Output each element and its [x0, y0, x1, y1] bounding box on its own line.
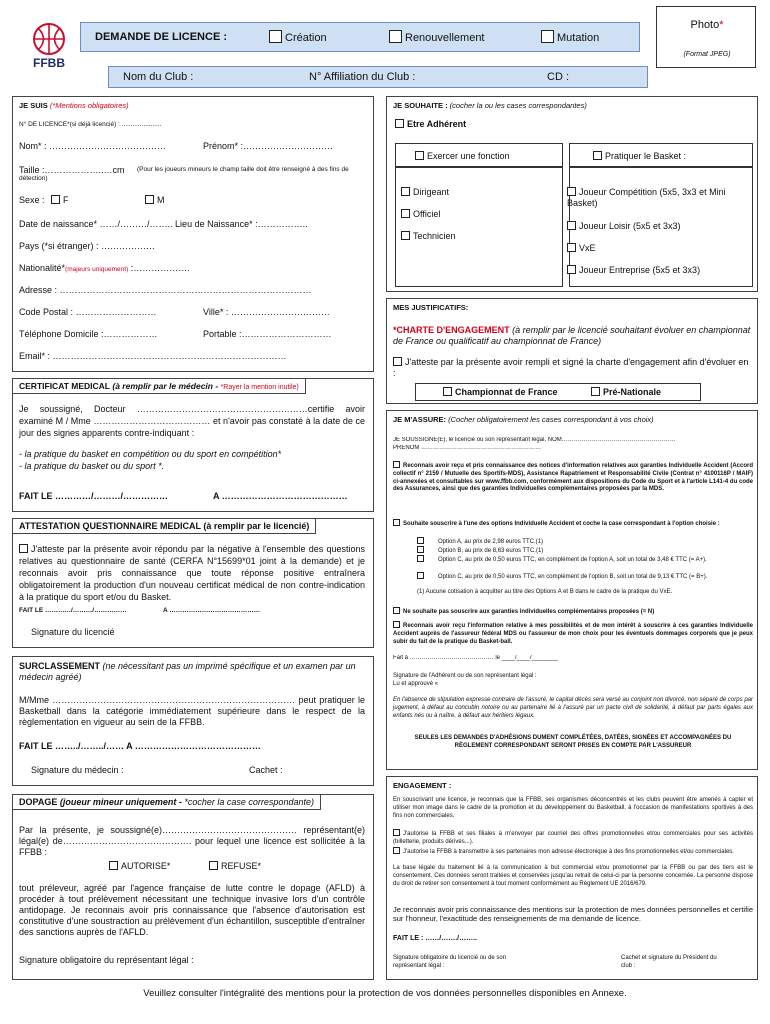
opt-renouvellement[interactable]: Renouvellement [389, 30, 485, 44]
assure-prenom[interactable]: PRÉNOM …………………………………………………… [393, 445, 542, 451]
section-dopage: DOPAGE (joueur mineur uniquement - *cocher la case correspondante) Par la présente, je soussigné(e)……………………………………… représentant(e) légal(e) de……………………………………. pour lequel une licence est sollicitée à la FFBB : AUTORISE* REFUSE* tout préleveur, agréé par l'agence française de lutte contre le dopage (AFLD) à procéder à tout prélèvement nécessitant une technique invasive lors d'un contrôle antidopage. Je reconnais avoir pris connaissance que l'absence d'autorisation est constitutive d'une soustraction au prélèvement d'un échantillon, susceptible d'entraîner des sanctions auprès de l'AFLD. Signature obligatoire du représentant légal : [12, 794, 374, 980]
engagement-consent-1[interactable]: J'autorise la FFBB et ses filiales à m'envoyer par courriel des offres promotionnelles et/ou commerciales pour ses activités (billetterie, produits dérivés...). [393, 831, 753, 845]
mutation-checkbox[interactable] [541, 30, 554, 43]
pratiquer-basket-option[interactable]: Pratiquer le Basket : [593, 151, 686, 161]
dopage-title: DOPAGE [19, 797, 58, 807]
engagement-text-1: En souscrivant une licence, je reconnais que la FFBB, ses organismes déconcentrés et les clubs peuvent être amenés à capter et utiliser mon image dans le cadre de la promotion et du développement du Basketball, à l'occasion de manifestations sportives à des fins non commerciales. [393, 797, 753, 819]
engagement-text-2: La base légale du traitement lié à la communication à but commercial et/ou promotionnel par la FFBB ou par des tiers est le consentement. Ces données seront traitées et conservées jusqu'au retrait de celui-ci par la personne concernée. La personne dispose du droit de retirer son consentement à tout moment conformément au Règlement UE 2016/679. [393, 865, 753, 887]
licencie-signature[interactable]: Signature obligatoire du licencié ou de son représentant légal : [393, 955, 507, 969]
engagement-consent-2[interactable]: J'autorise la FFBB à transmettre à ses partenaires mon adresse électronique à des fins promotionnelles et/ou commerciales. [393, 847, 753, 857]
certificat-fait-le[interactable]: FAIT LE …………/………/…………… [19, 491, 169, 501]
sexe-m-option[interactable]: M [145, 195, 165, 205]
assure-title: JE M'ASSURE: [393, 415, 447, 424]
club-bar [108, 66, 648, 88]
demande-bar [80, 22, 640, 52]
adresse-field[interactable]: Adresse : ………………………………………………………………………… [19, 285, 312, 295]
assure-signature[interactable]: Signature de l'Adhérent ou de son représentant légal : [393, 673, 537, 679]
sexe-f-option[interactable]: F [51, 195, 69, 205]
engagement-title: ENGAGEMENT : [393, 781, 452, 790]
surclassement-fait-le[interactable]: FAIT LE ……../……../…… A …………………………………… [19, 741, 261, 751]
demande-label: DEMANDE DE LICENCE : [95, 31, 228, 43]
surclassement-title: SURCLASSEMENT [19, 661, 101, 671]
pre-nationale-option[interactable]: Pré-Nationale [591, 387, 661, 397]
je-suis-title: JE SUIS [19, 101, 48, 110]
creation-checkbox[interactable] [269, 30, 282, 43]
certificat-a[interactable]: A …………………………………… [213, 491, 348, 501]
photo-box[interactable]: Photo* (Format JPEG) [656, 6, 756, 68]
licence-no-field[interactable]: N° DE LICENCE*(si déjà licencié) : ...................... [19, 121, 162, 128]
nom-club: Nom du Club : [123, 71, 194, 83]
option-c-b[interactable]: Option C, au prix de 0,50 euros TTC, en complément de l'option B, soit un total de 9,13 € TTC (= B+). [417, 572, 747, 582]
opt-mutation[interactable]: Mutation [541, 30, 599, 44]
section-je-souhaite: JE SOUHAITE : (cocher la ou les cases correspondantes) Etre Adhérent Exercer une fonction Pratiquer le Basket : Dirigeant Officiel Technicien Joueur Compétition (5x5, 3x3 et Mini Basket) Joueur Loisir (5x5 et 3x3) VxE Joueur Entreprise (5x5 et 3x3) [386, 96, 758, 292]
taille-note: (Pour les joueurs mineurs le champ taille doit être renseigné à des fins de détection) [19, 166, 349, 182]
assure-seules: SEULES LES DEMANDES D'ADHÉSIONS DUMENT COMPLÉTÉES, DATÉES, SIGNÉES ET ACCOMPAGNÉES DU RÈGLEMENT CORRESPONDANT SERONT PRISES EN COMPTE PAR L'ASSUREUR [414, 735, 732, 749]
assure-nom[interactable]: JE SOUSSIGNÉ(E), le licencié ou son représentant légal, NOM………………………………………………… [393, 437, 676, 443]
exercer-fonction-option[interactable]: Exercer une fonction [415, 151, 510, 161]
option-b[interactable]: Option B, au prix de 8,63 euros TTC.(1) [417, 546, 747, 556]
ffbb-logo [28, 20, 70, 72]
questionnaire-title: ATTESTATION QUESTIONNAIRE MEDICAL (à remplir par le licencié) [12, 518, 316, 534]
nationalite-field[interactable]: Nationalité*(majeurs uniquement) :………………. [19, 263, 190, 273]
section-justificatifs: MES JUSTIFICATIFS: *CHARTE D'ENGAGEMENT (à remplir par le licencié souhaitant évoluer en championnat de France ou qualificatif au championnat de France) J'atteste par la présente avoir rempli et signé la charte d'engagement afin d'évoluer en : Championnat de France Pré-Nationale [386, 298, 758, 404]
dopage-refuse-option[interactable]: REFUSE* [209, 861, 261, 871]
assure-stipulation: En l'absence de stipulation expresse contraire de l'assuré, le capital décès sera versé au conjoint non divorcé, non séparé de corps par jugement, à défaut au concubin notoire ou au partenaire lié à l'assuré par un pacte civil de solidarité, à défaut par parts égales aux enfants nés ou à naître, à défaut aux héritiers légaux. [393, 697, 753, 719]
footer-note: Veuillez consulter l'intégralité des mentions pour la protection de vos données personnelles disponibles en Annexe. [143, 988, 627, 999]
certificat-text[interactable]: Je soussigné, Docteur …………………………………………………certifie avoir examiné M / Mme ………………………………… et n'avoir pas constaté à la date de ce jour des signes apparents contre-indiquant : [19, 404, 365, 438]
option-c-a[interactable]: Option C, au prix de 0,50 euros TTC, en complément de l'option A, soit un total de 3,48 € TTC (= A+). [417, 555, 747, 565]
pratique-vxe[interactable]: VxE [567, 243, 596, 253]
questionnaire-a[interactable]: A …………………………………… [163, 607, 261, 614]
surclassement-text[interactable]: M/Mme ……………………………………………………………………… peut pratiquer le Basketball dans la catégorie immédiatement supérieure dans le respect de la règlementation en vigueur au sein de la FFBB. [19, 695, 365, 727]
option-a[interactable]: Option A, au prix de 2,98 euros TTC.(1) [417, 537, 747, 547]
pratique-entreprise[interactable]: Joueur Entreprise (5x5 et 3x3) [567, 265, 700, 275]
dopage-text-2: tout préleveur, agréé par l'agence française de lutte contre le dopage (AFLD) à procéder à tout prélèvement nécessitant une technique invasive lors d'un contrôle antidopage. Je reconnais avoir pris connaissance que l'absence d'autorisation est constitutive d'une soustraction au prélèvement d'un échantillon, susceptible d'entraîner des sanctions auprès de l'AFLD. [19, 883, 365, 937]
charte-title: *CHARTE D'ENGAGEMENT [393, 325, 510, 335]
cd-label: CD : [547, 71, 569, 83]
engagement-fait-le[interactable]: FAIT LE : ……/……./…….. [393, 935, 477, 942]
options-note: (1) Aucune cotisation à acquitter au titre des Options A et B dans le cadre de la pratique du VxE. [417, 589, 673, 595]
assure-reconnais-2[interactable]: Reconnais avoir reçu l'information relative à mes possibilités et de mon intérêt à souscrire à ces garanties Individuelle Accident auprès de l'assureur fédéral MDS ou l'assureur de mon choix pour les éventuels dommages corporels que je peux subir du fait de la pratique du Basket-ball. [393, 623, 753, 645]
championnat-france-option[interactable]: Championnat de France [443, 387, 558, 397]
assure-fait-a[interactable]: Fait à …………………………………… le ____/____/________ [393, 655, 559, 661]
taille-field[interactable]: Taille :………………..…cm [19, 165, 125, 175]
questionnaire-checkbox[interactable] [19, 544, 28, 553]
naissance-field[interactable]: Date de naissance* ……/………/…….. Lieu de Naissance* :…………….. [19, 219, 308, 229]
engagement-text-3: Je reconnais avoir pris connaissance des mentions sur la protection de mes données personnelles et certifie sur l'honneur, l'exactitude des renseignements de ma demande de licence. [393, 905, 753, 923]
pays-field[interactable]: Pays (*si étranger) : ……………… [19, 241, 156, 251]
section-engagement [386, 776, 758, 980]
section-je-m-assure: JE M'ASSURE: (Cocher obligatoirement les cases correspondant à vos choix) JE SOUSSIGNÉ(E), le licencié ou son représentant légal, NOM………………………………………………… PRÉNOM …………………………………………………… Reconnais avoir reçu et pris connaissance des notices d'information relatives aux garanties Individuelle Accident (Accord collectif n° 2159 / Mutuelle des Sportifs-MDS), Assistance Rapatriement et Responsabilité Civile (Contrat n° 4100116P / MAIF) ci-annexées et consultables sur www.ffbb.com, conformément aux dispositions du Code du Sport et à l'article L141-4 du code des Assurances, ainsi que des garanties Individuelles complémentaires proposées par la MDS. Souhaite souscrire à l'une des options Individuelle Accident et coche la case correspondant à l'option choisie : Option A, au prix de 2,98 euros TTC.(1) Option B, au prix de 8,63 euros TTC.(1) Option C, au prix de 0,50 euros TTC, en complément de l'option A, soit un total de 3,48 € TTC (= A+). Option C, au prix de 0,50 euros TTC, en complément de l'option B, soit un total de 9,13 € TTC (= B+). (1) Aucune cotisation à acquitter au titre des Options A et B dans le cadre de la pratique du VxE. Ne souhaite pas souscrire aux garanties individuelles complémentaires proposées (= N) Reconnais avoir reçu l'information relative à mes possibilités et de mon intérêt à souscrire à ces garanties Individuelle Accident auprès de l'assureur fédéral MDS ou l'assureur de mon choix pour les éventuels dommages corporels que je peux subir du fait de la pratique du Basket-ball. Fait à …………………………………… le ____/____/________ Signature de l'Adhérent ou de son représentant légal : Lu et approuvé « En l'absence de stipulation expresse contraire de l'assuré, le capital décès sera versé au conjoint non divorcé, non séparé de corps par jugement, à défaut au concubin notoire ou au partenaire lié à l'assuré par un pacte civil de solidarité, à défaut par parts égales aux enfants nés ou à naître, à défaut aux héritiers légaux. SEULES LES DEMANDES D'ADHÉSIONS DUMENT COMPLÉTÉES, DATÉES, SIGNÉES ET ACCOMPAGNÉES DU RÈGLEMENT CORRESPONDANT SERONT PRISES EN COMPTE PAR L'ASSUREUR [386, 410, 758, 770]
medecin-signature[interactable]: Signature du médecin : [31, 765, 124, 775]
prenom-field[interactable]: Prénom* :………………………… [203, 141, 334, 151]
fonction-dirigeant[interactable]: Dirigeant [401, 187, 449, 197]
souhaite-title: JE SOUHAITE : [393, 101, 448, 110]
dopage-autorise-option[interactable]: AUTORISE* [109, 861, 170, 871]
sexe-row: Sexe : F M [19, 195, 165, 205]
photo-label: Photo [690, 19, 720, 31]
assure-reconnais[interactable]: Reconnais avoir reçu et pris connaissance des notices d'information relatives aux garanties Individuelle Accident (Accord collectif n° 2159 / Mutuelle des Sportifs-MDS), Assistance Rapatriement et Responsabilité Civile (Contrat n° 4100116P / MAIF) ci-annexées et consultables sur www.ffbb.com, conformément aux dispositions du Code du Sport et à l'article L141-4 du code des Assurances, ainsi que des garanties Individuelles complémentaires proposées par la MDS. [393, 463, 753, 493]
nom-field[interactable]: Nom* : ………………………………… [19, 141, 167, 151]
certificat-title: CERTIFICAT MEDICAL [19, 381, 110, 391]
questionnaire-fait-le[interactable]: FAIT LE …………/………/…………… [19, 607, 127, 614]
renouvellement-checkbox[interactable] [389, 30, 402, 43]
medecin-cachet[interactable]: Cachet : [249, 765, 283, 775]
dopage-text-1[interactable]: Par la présente, je soussigné(e)……………………………………… représentant(e) légal(e) de……………………………………. pour lequel une licence est sollicitée à la FFBB : [19, 825, 365, 857]
questionnaire-signature[interactable]: Signature du licencié [31, 627, 115, 637]
certificat-option-2: - la pratique du basket ou du sport *. [19, 461, 165, 471]
questionnaire-text[interactable]: J'atteste par la présente avoir répondu par la négative à l'ensemble des questions relatives au questionnaire de santé (CERFA N°15699*01 joint à la demande) et je reconnais avoir pris connaissance que toute réponse positive entraînera obligatoirement la production d'un nouveau certificat médical de non contre-indication à la pratique du sport et/ou du Basket. [19, 544, 365, 602]
president-signature[interactable]: Cachet et signature du Président du club : [621, 955, 717, 969]
justificatifs-title: MES JUSTIFICATIFS: [393, 303, 469, 312]
certificat-option-1: - la pratique du basket en compétition ou du sport en compétition* [19, 449, 282, 459]
section-surclassement: SURCLASSEMENT (ne nécessitant pas un imprimé spécifique et un examen par un médecin agréé) M/Mme ……………………………………………………………………… peut pratiquer le Basketball dans la catégorie immédiatement supérieure dans le respect de la règlementation en vigueur au sein de la FFBB. FAIT LE ……../……../…… A …………………………………… Signature du médecin : Cachet : [12, 656, 374, 786]
section-je-suis: JE SUIS (*Mentions obligatoires) N° DE LICENCE*(si déjà licencié) : ...................... Nom* : ………………………………… Prénom* :………………………… Taille :………………..…cm (Pour les joueurs mineurs le champ taille doit être renseigné à des fins de détection) Sexe : F M Date de naissance* ……/………/…….. Lieu de Naissance* :…………….. Pays (*si étranger) : ……………… Nationalité*(majeurs uniquement) :………………. Adresse : ………………………………………………………………………… Code Postal : ……………………… Ville* : …………………………… Téléphone Domicile :……………… Portable :………………………… Email* : …………………………………………………………………… [12, 96, 374, 372]
ne-souhaite-option[interactable]: Ne souhaite pas souscrire aux garanties individuelles complémentaires proposées (= N) [393, 607, 753, 617]
tel-domicile-field[interactable]: Téléphone Domicile :……………… [19, 329, 158, 339]
dopage-signature[interactable]: Signature obligatoire du représentant légal : [19, 955, 194, 965]
assure-lu-approuve: Lu et approuvé « [393, 681, 439, 687]
assure-souhaite-option[interactable]: Souhaite souscrire à l'une des options Individuelle Accident et coche la case correspondant à l'option choisie : [393, 519, 753, 529]
email-field[interactable]: Email* : …………………………………………………………………… [19, 351, 287, 361]
charte-atteste[interactable]: J'atteste par la présente avoir rempli et signé la charte d'engagement afin d'évoluer en : [393, 357, 749, 378]
pratique-loisir[interactable]: Joueur Loisir (5x5 et 3x3) [567, 221, 681, 231]
cp-field[interactable]: Code Postal : ……………………… [19, 307, 157, 317]
ville-field[interactable]: Ville* : …………………………… [203, 307, 330, 317]
portable-field[interactable]: Portable :………………………… [203, 329, 332, 339]
section-certificat: CERTIFICAT MEDICAL (à remplir par le médecin - *Rayer la mention inutile) Je soussigné, Docteur …………………………………………………certifie avoir examiné M / Mme ………………………………… et n'avoir pas constaté à la date de ce jour des signes apparents contre-indiquant : - la pratique du basket en compétition ou du sport en compétition* - la pratique du basket ou du sport *. FAIT LE …………/………/…………… A …………………………………… [12, 378, 374, 512]
opt-creation[interactable]: Création [269, 30, 327, 44]
section-questionnaire [12, 518, 374, 648]
pratique-competition[interactable]: Joueur Compétition (5x5, 3x3 et Mini Basket) [567, 187, 726, 208]
affiliation-club: N° Affiliation du Club : [309, 71, 416, 83]
logo-text: FFBB [33, 56, 65, 70]
photo-format: (Format JPEG) [683, 51, 731, 58]
fonction-officiel[interactable]: Officiel [401, 209, 440, 219]
fonction-technicien[interactable]: Technicien [401, 231, 456, 241]
etre-adherent-option[interactable]: Etre Adhérent [395, 119, 466, 129]
